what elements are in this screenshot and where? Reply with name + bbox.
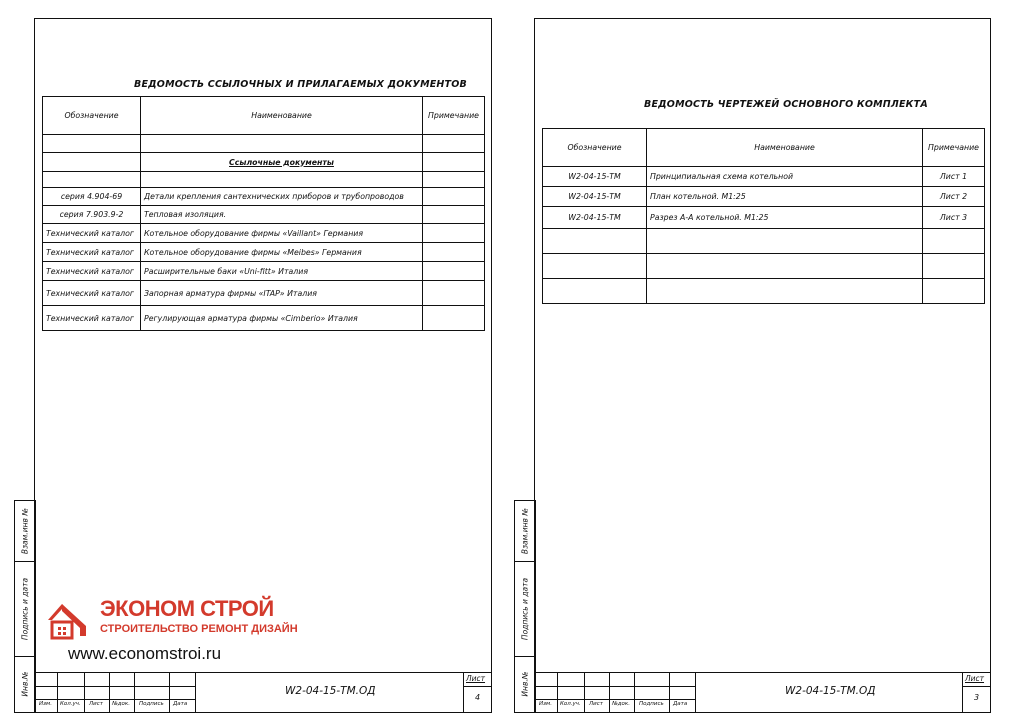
table-row [43, 281, 485, 306]
table-row [543, 279, 985, 304]
row-designation: W2-04-15-ТМ [543, 167, 647, 187]
table-row [543, 187, 985, 207]
logo-tagline: СТРОИТЕЛЬСТВО РЕМОНТ ДИЗАЙН [100, 623, 298, 635]
row-name: Принципиальная схема котельной [647, 167, 923, 187]
header-designation: Обозначение [43, 97, 141, 135]
row-name: Детали крепления сантехнических приборов и трубопроводов [141, 188, 423, 206]
table-row [543, 167, 985, 187]
table-row [43, 243, 485, 262]
row-note [423, 224, 485, 243]
right-side-stamp [514, 500, 536, 713]
stamp-signature-date: Подпись и дата [520, 577, 530, 640]
tb-col-count: Кол.уч. [560, 701, 581, 707]
row-designation: Технический каталог [43, 224, 141, 243]
tb-document-code: W2-04-15-ТМ.ОД [285, 685, 376, 697]
row-note: Лист 3 [923, 207, 985, 229]
row-name: Разрез А-А котельной. М1:25 [647, 207, 923, 229]
logo-company-name: ЭКОНОМ СТРОЙ [100, 596, 274, 621]
tb-sheet-number: 4 [475, 693, 481, 702]
row-designation: Технический каталог [43, 306, 141, 331]
stamp-replace-inv: Взам.инв № [520, 507, 530, 555]
tb-col-sheet: Лист [89, 701, 103, 707]
table-row [543, 207, 985, 229]
header-designation: Обозначение [543, 129, 647, 167]
header-name: Наименование [647, 129, 923, 167]
row-note [423, 281, 485, 306]
stamp-inv-number: Инв.№ [20, 671, 30, 697]
left-side-stamp [14, 500, 36, 713]
right-sheet-title: ВЕДОМОСТЬ ЧЕРТЕЖЕЙ ОСНОВНОГО КОМПЛЕКТА [644, 99, 928, 110]
logo-website-link[interactable]: www.economstroi.ru [68, 644, 222, 663]
section-title: Ссылочные документы [141, 153, 423, 172]
tb-col-change: Изм. [39, 701, 52, 707]
right-title-block [534, 672, 991, 713]
tb-col-sheet: Лист [589, 701, 603, 707]
tb-col-date: Дата [673, 701, 688, 707]
table-row [43, 188, 485, 206]
row-name: План котельной. М1:25 [647, 187, 923, 207]
tb-col-count: Кол.уч. [60, 701, 81, 707]
left-sheet-title: ВЕДОМОСТЬ ССЫЛОЧНЫХ И ПРИЛАГАЕМЫХ ДОКУМЕНТОВ [134, 79, 467, 90]
stamp-inv-number: Инв.№ [520, 671, 530, 697]
header-note: Примечание [923, 129, 985, 167]
stamp-replace-inv: Взам.инв № [20, 507, 30, 555]
row-designation: серия 4.904-69 [43, 188, 141, 206]
stamp-signature-date: Подпись и дата [20, 577, 30, 640]
tb-sheet-number: 3 [974, 693, 980, 702]
row-designation: Технический каталог [43, 262, 141, 281]
tb-document-code: W2-04-15-ТМ.ОД [785, 685, 876, 697]
row-note [423, 262, 485, 281]
row-designation: W2-04-15-ТМ [543, 187, 647, 207]
table-row [43, 306, 485, 331]
row-designation: Технический каталог [43, 281, 141, 306]
house-logo-icon [44, 600, 90, 642]
tb-col-date: Дата [173, 701, 188, 707]
row-note [423, 206, 485, 224]
tb-col-doc: №док. [612, 701, 630, 707]
row-note [423, 188, 485, 206]
table-row [43, 224, 485, 243]
tb-sheet-label: Лист [965, 674, 985, 683]
row-note [423, 243, 485, 262]
left-title-block [34, 672, 492, 713]
row-name: Регулирующая арматура фирмы «Cimberio» Италия [141, 306, 423, 331]
row-name: Запорная арматура фирмы «ITAP» Италия [141, 281, 423, 306]
table-row [43, 262, 485, 281]
header-note: Примечание [423, 97, 485, 135]
row-name: Котельное оборудование фирмы «Vaillant» Германия [141, 224, 423, 243]
row-note [423, 306, 485, 331]
right-drawings-table [542, 128, 985, 304]
tb-col-signature: Подпись [639, 701, 664, 707]
row-designation: W2-04-15-ТМ [543, 207, 647, 229]
table-row [543, 254, 985, 279]
tb-sheet-label: Лист [466, 674, 486, 683]
row-designation: Технический каталог [43, 243, 141, 262]
row-note: Лист 2 [923, 187, 985, 207]
row-name: Котельное оборудование фирмы «Meibes» Германия [141, 243, 423, 262]
tb-col-doc: №док. [112, 701, 130, 707]
header-name: Наименование [141, 97, 423, 135]
table-row [543, 229, 985, 254]
tb-col-change: Изм. [539, 701, 552, 707]
table-row [43, 206, 485, 224]
left-documents-table [42, 96, 485, 331]
row-designation: серия 7.903.9-2 [43, 206, 141, 224]
row-note: Лист 1 [923, 167, 985, 187]
right-drawing-sheet [534, 18, 991, 713]
row-name: Расширительные баки «Uni-fitt» Италия [141, 262, 423, 281]
row-name: Тепловая изоляция. [141, 206, 423, 224]
tb-col-signature: Подпись [139, 701, 164, 707]
